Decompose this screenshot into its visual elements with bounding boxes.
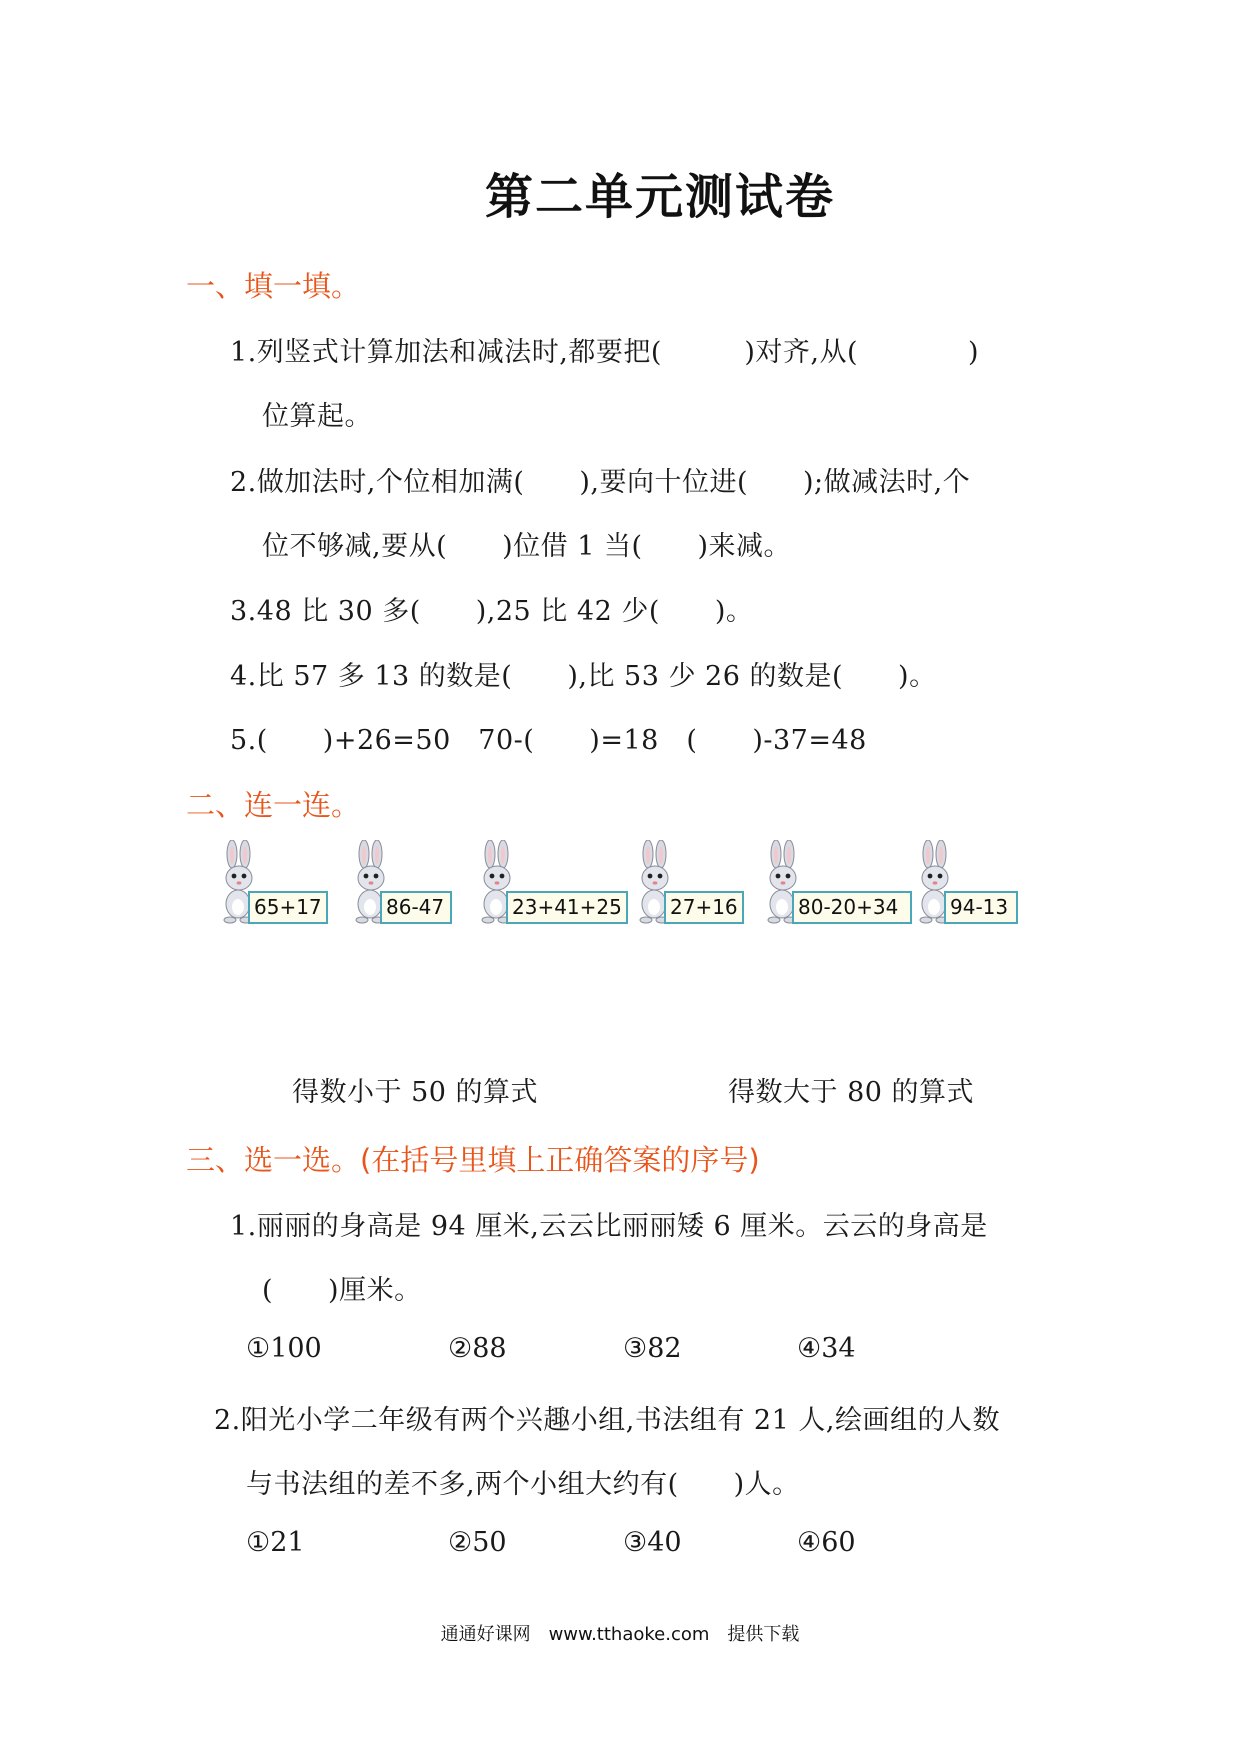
question-3-1-option-1: ①100 bbox=[246, 1333, 322, 1364]
question-1-4: 4.比 57 多 13 的数是( ),比 53 少 26 的数是( )。 bbox=[230, 661, 937, 692]
question-3-2-option-3: ③40 bbox=[623, 1527, 682, 1558]
question-1-2-line-1: 2.做加法时,个位相加满( ),要向十位进( );做减法时,个 bbox=[230, 467, 971, 498]
question-3-1-option-3: ③82 bbox=[623, 1333, 682, 1364]
question-1-2-line-2: 位不够减,要从( )位借 1 当( )来减。 bbox=[262, 531, 792, 562]
expression-box[interactable]: 23+41+25 bbox=[506, 891, 628, 924]
question-3-1-line-1: 1.丽丽的身高是 94 厘米,云云比丽丽矮 6 厘米。云云的身高是 bbox=[230, 1211, 988, 1242]
question-3-2-option-1: ①21 bbox=[246, 1527, 305, 1558]
question-1-1-line-1: 1.列竖式计算加法和减法时,都要把( )对齐,从( ) bbox=[230, 337, 980, 368]
expression-box[interactable]: 27+16 bbox=[664, 891, 744, 924]
question-3-1-option-4: ④34 bbox=[797, 1333, 856, 1364]
question-3-2-option-2: ②50 bbox=[448, 1527, 507, 1558]
expression-box[interactable]: 86-47 bbox=[380, 891, 452, 924]
section-1-heading: 一、填一填。 bbox=[186, 269, 361, 303]
section-3-heading: 三、选一选。(在括号里填上正确答案的序号) bbox=[186, 1143, 760, 1177]
footer-credit: 通通好课网 www.tthaoke.com 提供下载 bbox=[440, 1624, 800, 1645]
section-2-heading: 二、连一连。 bbox=[186, 788, 361, 822]
question-1-1-line-2: 位算起。 bbox=[262, 401, 372, 432]
right-category-label: 得数大于 80 的算式 bbox=[728, 1077, 975, 1108]
expression-box[interactable]: 65+17 bbox=[248, 891, 328, 924]
question-3-1-line-2: ( )厘米。 bbox=[262, 1275, 422, 1306]
question-3-2-line-1: 2.阳光小学二年级有两个兴趣小组,书法组有 21 人,绘画组的人数 bbox=[214, 1405, 1000, 1436]
question-1-5: 5.( )+26=50 70-( )=18 ( )-37=48 bbox=[230, 725, 867, 756]
left-category-label: 得数小于 50 的算式 bbox=[292, 1077, 539, 1108]
expression-box[interactable]: 80-20+34 bbox=[792, 891, 912, 924]
expression-box[interactable]: 94-13 bbox=[944, 891, 1018, 924]
page-title: 第二单元测试卷 bbox=[484, 169, 835, 225]
question-3-2-option-4: ④60 bbox=[797, 1527, 856, 1558]
question-1-3: 3.48 比 30 多( ),25 比 42 少( )。 bbox=[230, 596, 754, 627]
question-3-1-option-2: ②88 bbox=[448, 1333, 507, 1364]
question-3-2-line-2: 与书法组的差不多,两个小组大约有( )人。 bbox=[246, 1469, 800, 1500]
